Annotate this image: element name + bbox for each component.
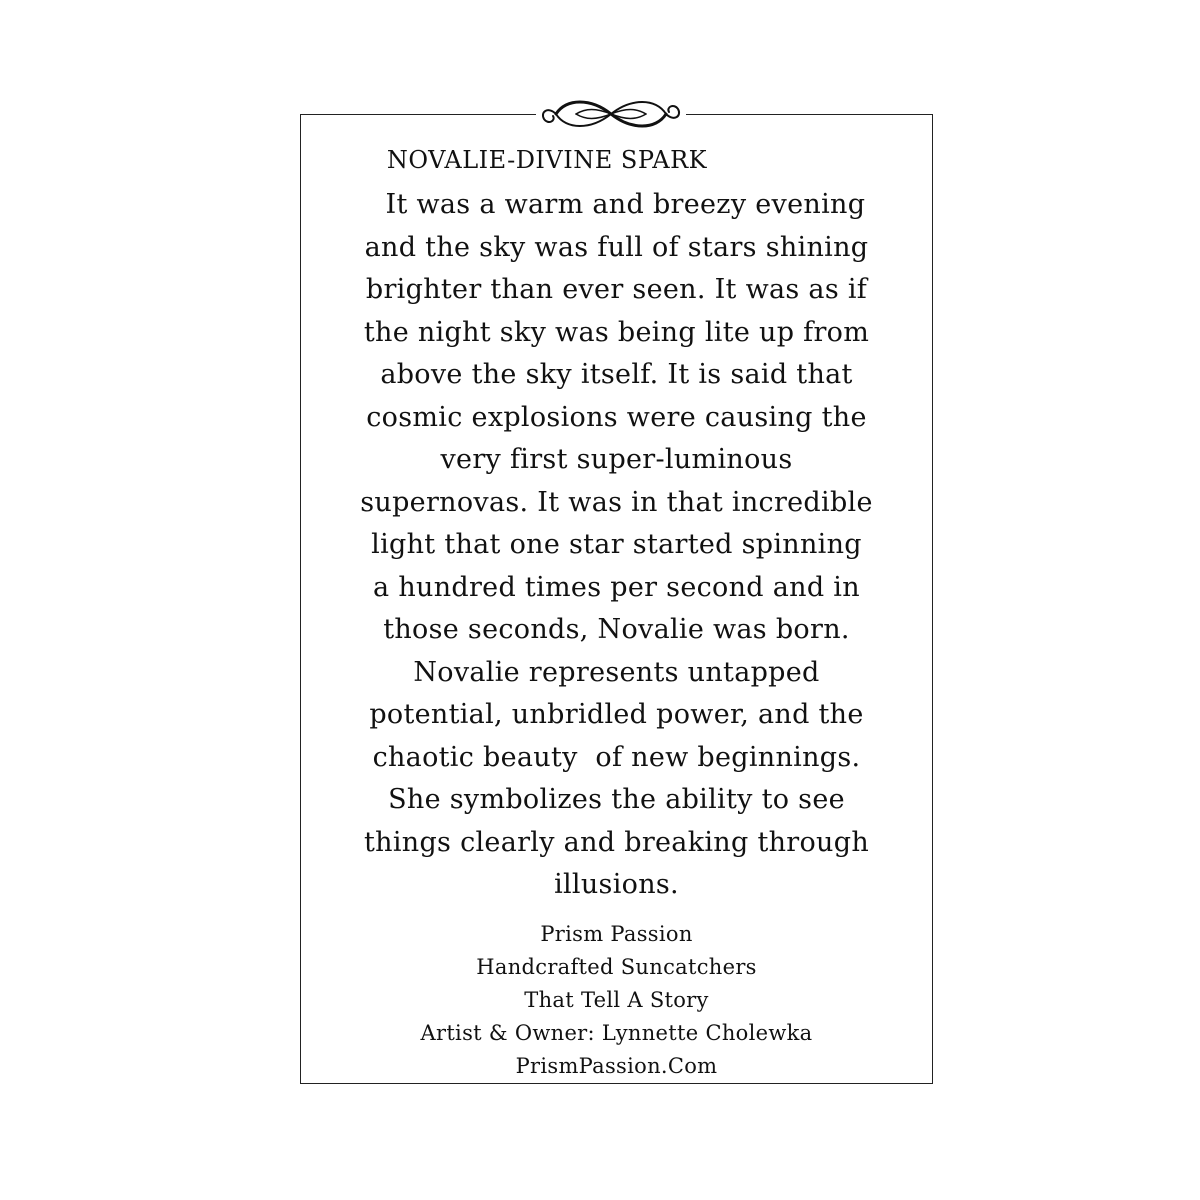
story-line: cosmic explosions were causing the: [366, 401, 867, 433]
story-line: supernovas. It was in that incredible: [360, 486, 873, 518]
credits-block: [300, 918, 933, 1083]
story-line: She symbolizes the ability to see: [388, 784, 845, 815]
story-line: and the sky was full of stars shining: [364, 231, 869, 263]
story-line: things clearly and breaking through: [363, 826, 870, 858]
story-line: those seconds, Novalie was born.: [383, 614, 850, 645]
story-line: very first super-luminous: [440, 444, 793, 475]
story-line: the night sky was being lite up from: [363, 316, 870, 348]
story-line: a hundred times per second and in: [373, 571, 860, 603]
story-line: potential, unbridled power, and the: [369, 699, 864, 730]
story-text: [300, 184, 933, 907]
website: PrismPassion.Com: [515, 1054, 718, 1078]
artist-owner: Artist & Owner: Lynnette Cholewka: [420, 1021, 813, 1045]
brand-tagline-2: That Tell A Story: [524, 988, 709, 1012]
brand-tagline-1: Handcrafted Suncatchers: [476, 955, 757, 979]
story-line: chaotic beauty of new beginnings.: [372, 741, 861, 773]
brand-name: Prism Passion: [540, 922, 693, 946]
card-title: [0, 142, 1200, 178]
card-title-text: NOVALIE-DIVINE SPARK: [386, 146, 708, 174]
story-line: above the sky itself. It is said that: [380, 359, 853, 390]
story-line: light that one star started spinning: [371, 529, 862, 560]
story-line: Novalie represents untapped: [413, 656, 820, 688]
story-line: It was a warm and breezy evening: [367, 189, 866, 220]
story-line: brighter than ever seen. It was as if: [365, 274, 868, 305]
scroll-flourish-icon: [536, 92, 686, 136]
story-line: illusions.: [554, 869, 679, 900]
